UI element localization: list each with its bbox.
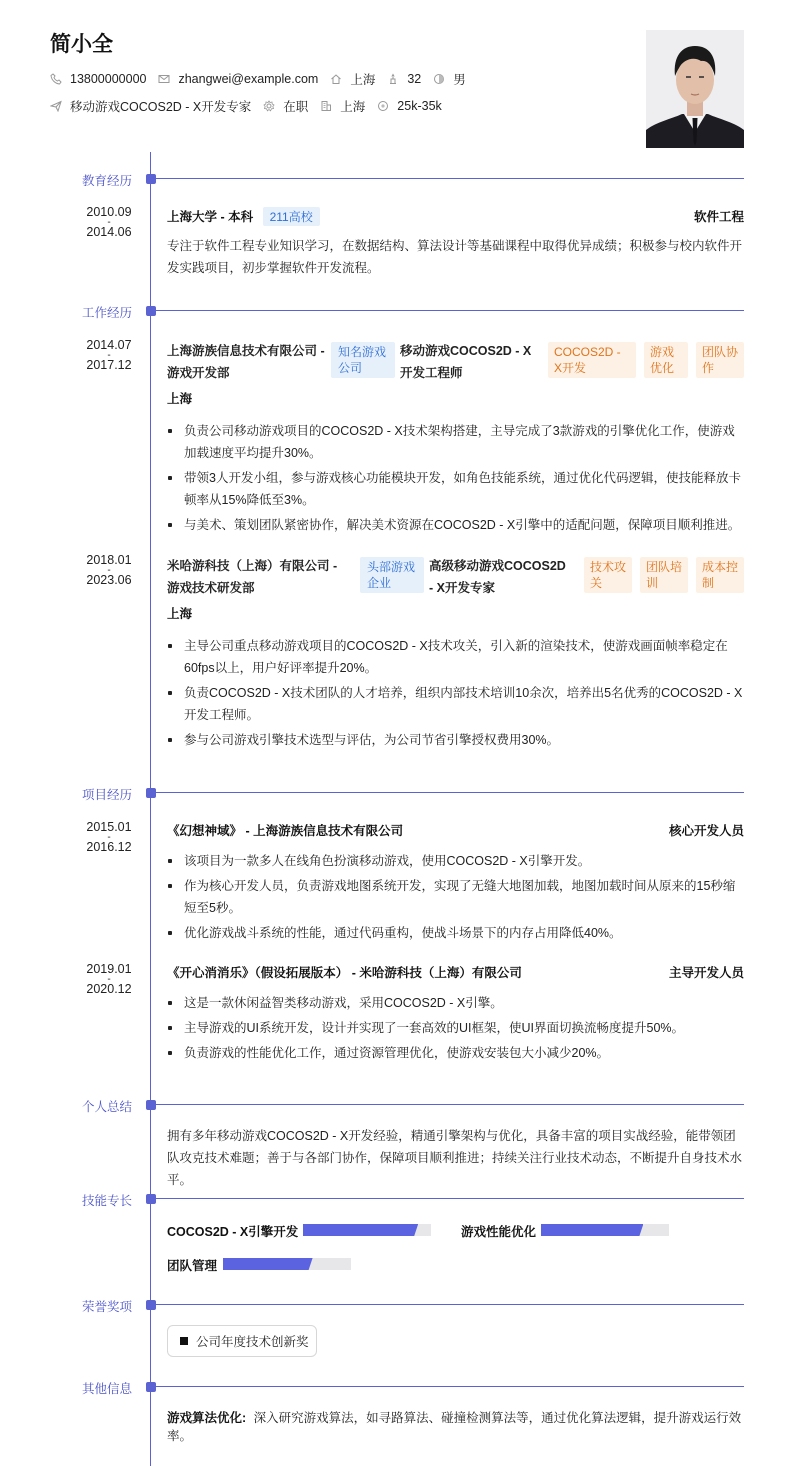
company-name: 上海游族信息技术有限公司 - 游戏开发部 <box>167 344 325 380</box>
section-marker <box>146 1300 156 1310</box>
education-entry <box>167 207 744 279</box>
date-separator: - <box>107 565 111 576</box>
status-text: 在职 <box>283 100 309 114</box>
gender-text: 男 <box>453 73 466 87</box>
work-location: 上海 <box>167 607 193 621</box>
work-date-1 <box>72 339 146 372</box>
date-end: 2014.06 <box>86 225 132 239</box>
contact-row <box>50 70 478 88</box>
project-bullets <box>167 992 744 1064</box>
project-date-2 <box>72 963 146 996</box>
work-bullets <box>167 420 744 536</box>
phone-icon <box>50 73 62 85</box>
age-info <box>387 72 421 86</box>
gear-icon <box>263 100 275 112</box>
school-name: 上海大学 - 本科 <box>167 210 254 224</box>
city-text: 上海 <box>350 73 376 87</box>
date-separator: - <box>107 217 111 228</box>
project-role: 核心开发人员 <box>668 824 744 838</box>
date-start: 2014.07 <box>86 338 132 352</box>
square-bullet-icon <box>180 1337 188 1345</box>
skill-bar-fill <box>223 1258 313 1270</box>
date-start: 2018.01 <box>86 553 132 567</box>
section-title-work: 工作经历 <box>82 306 133 320</box>
date-start: 2019.01 <box>86 962 132 976</box>
list-item: 作为核心开发人员，负责游戏地图系统开发，实现了无缝大地图加载，地图加载时间从原来的15秒缩短至5秒。 <box>167 875 744 919</box>
list-item: 负责公司移动游戏项目的COCOS2D - X技术架构搭建，主导完成了3款游戏的引擎优化工作，使游戏加载速度平均提升30%。 <box>167 420 744 464</box>
skill-tags <box>548 342 744 378</box>
award-text: 公司年度技术创新奖 <box>196 1335 309 1349</box>
skill-name: 团队管理 <box>167 1259 218 1273</box>
list-item: 该项目为一款多人在线角色扮演移动游戏，使用COCOS2D - X引擎开发。 <box>167 850 744 872</box>
age-icon <box>387 73 399 85</box>
phone-info <box>50 72 146 86</box>
project-entry-1 <box>167 821 744 947</box>
project-bullets <box>167 850 744 944</box>
company-tag: 知名游戏公司 <box>331 342 395 378</box>
section-divider <box>156 1304 744 1305</box>
education-date <box>72 206 146 239</box>
section-marker <box>146 1382 156 1392</box>
section-divider <box>156 1104 744 1105</box>
skill-tag: 技术攻关 <box>584 557 632 593</box>
project-date-1 <box>72 821 146 854</box>
education-description: 专注于软件工程专业知识学习，在数据结构、算法设计等基础课程中取得优异成绩；积极参与校内软件开发实践项目，初步掌握软件开发流程。 <box>167 239 743 275</box>
work-bullets <box>167 635 744 751</box>
job-title: 高级移动游戏COCOS2D - X开发专家 <box>429 559 566 595</box>
candidate-name: 简小全 <box>50 33 113 56</box>
section-title-skills: 技能专长 <box>82 1194 133 1208</box>
section-title-summary: 个人总结 <box>82 1100 133 1114</box>
salary-info <box>377 99 441 113</box>
city-info <box>330 70 375 88</box>
other-label: 游戏算法优化: <box>167 1411 247 1425</box>
section-divider <box>156 792 744 793</box>
skill-bar-fill <box>303 1224 418 1236</box>
list-item: 这是一款休闲益智类移动游戏，采用COCOS2D - X引擎。 <box>167 992 744 1014</box>
list-item: 带领3人开发小组，参与游戏核心功能模块开发，如角色技能系统，通过优化代码逻辑，使技能释放卡顿率从15%降低至3%。 <box>167 467 744 511</box>
phone-text: 13800000000 <box>70 72 147 86</box>
list-item: 优化游戏战斗系统的性能，通过代码重构，使战斗场景下的内存占用降低40%。 <box>167 922 744 944</box>
section-title-awards: 荣誉奖项 <box>82 1300 133 1314</box>
target-city-text: 上海 <box>340 100 366 114</box>
work-entry-1 <box>167 340 744 539</box>
list-item: 负责游戏的性能优化工作，通过资源管理优化，使游戏安装包大小减少20%。 <box>167 1042 744 1064</box>
skill-bar-fill <box>541 1224 643 1236</box>
skill-tags <box>584 557 744 593</box>
list-item: 负责COCOS2D - X技术团队的人才培养，组织内部技术培训10余次，培养出5名优秀的COCOS2D - X开发工程师。 <box>167 682 744 726</box>
date-separator: - <box>107 350 111 361</box>
skill-bar <box>541 1224 669 1236</box>
job-intent-row <box>50 97 454 115</box>
company-tag: 头部游戏企业 <box>360 557 424 593</box>
project-name: 《开心消消乐》（假设拓展版本） - 米哈游科技（上海）有限公司 <box>167 966 522 980</box>
skill-tag: 游戏优化 <box>644 342 688 378</box>
coin-icon <box>377 100 389 112</box>
avatar-portrait <box>646 30 744 148</box>
company-name: 米哈游科技（上海）有限公司 - 游戏技术研发部 <box>167 559 338 595</box>
other-text: 深入研究游戏算法，如寻路算法、碰撞检测算法等，通过优化算法逻辑，提升游戏运行效率。 <box>167 1411 742 1443</box>
other-info <box>167 1409 744 1445</box>
timeline-line <box>150 152 151 1466</box>
email-info <box>158 72 318 86</box>
list-item: 参与公司游戏引擎技术选型与评估，为公司节省引擎授权费用30%。 <box>167 729 744 751</box>
section-divider <box>156 1198 744 1199</box>
home-icon <box>330 73 342 85</box>
list-item: 主导公司重点移动游戏项目的COCOS2D - X技术攻关，引入新的渲染技术，使游戏画面帧率稳定在60fps以上，用户好评率提升20%。 <box>167 635 744 679</box>
date-end: 2016.12 <box>86 840 132 854</box>
section-marker <box>146 306 156 316</box>
section-marker <box>146 1194 156 1204</box>
target-job-info <box>50 97 251 115</box>
date-end: 2023.06 <box>86 573 132 587</box>
skill-name: COCOS2D - X引擎开发 <box>167 1225 299 1239</box>
date-start: 2015.01 <box>86 820 132 834</box>
section-title-other: 其他信息 <box>82 1382 133 1396</box>
skill-tag: COCOS2D - X开发 <box>548 342 636 378</box>
section-marker <box>146 1100 156 1110</box>
send-icon <box>50 100 62 112</box>
section-divider <box>156 1386 744 1387</box>
section-title-projects: 项目经历 <box>82 788 133 802</box>
date-start: 2010.09 <box>86 205 132 219</box>
skill-name: 游戏性能优化 <box>461 1225 537 1239</box>
skill-bar <box>223 1258 351 1270</box>
date-separator: - <box>107 974 111 985</box>
section-divider <box>156 310 744 311</box>
section-title-education: 教育经历 <box>82 174 133 188</box>
school-tag: 211高校 <box>263 207 320 226</box>
job-title: 移动游戏COCOS2D - X开发工程师 <box>400 344 532 380</box>
work-date-2 <box>72 554 146 587</box>
email-text: zhangwei@example.com <box>178 72 319 86</box>
major: 软件工程 <box>693 210 744 224</box>
salary-text: 25k-35k <box>397 99 442 113</box>
target-city-info <box>320 97 365 115</box>
mail-icon <box>158 73 170 85</box>
project-entry-2 <box>167 963 744 1067</box>
skill-bar <box>303 1224 431 1236</box>
status-info <box>263 97 308 115</box>
age-text: 32 <box>407 72 422 86</box>
section-marker <box>146 788 156 798</box>
skill-tag: 成本控制 <box>696 557 744 593</box>
target-job-text: 移动游戏COCOS2D - X开发专家 <box>70 100 252 114</box>
award-badge <box>167 1325 317 1357</box>
date-end: 2020.12 <box>86 982 132 996</box>
gender-info <box>433 70 466 88</box>
list-item: 与美术、策划团队紧密协作，解决美术资源在COCOS2D - X引擎中的适配问题，保障项目顺利推进。 <box>167 514 744 536</box>
building-icon <box>320 100 332 112</box>
project-name: 《幻想神域》 - 上海游族信息技术有限公司 <box>167 824 404 838</box>
list-item: 主导游戏的UI系统开发，设计并实现了一套高效的UI框架，使UI界面切换流畅度提升50%。 <box>167 1017 744 1039</box>
work-location: 上海 <box>167 392 193 406</box>
skill-tag: 团队培训 <box>640 557 688 593</box>
summary-text: 拥有多年移动游戏COCOS2D - X开发经验，精通引擎架构与优化，具备丰富的项目实战经验，能带领团队攻克技术难题；善于与各部门协作，保障项目顺利推进；持续关注行业技术动态，不断提升自身技术水平。 <box>167 1129 743 1187</box>
date-separator: - <box>107 832 111 843</box>
section-divider <box>156 178 744 179</box>
work-entry-2 <box>167 555 744 754</box>
resume-header <box>50 28 750 153</box>
skill-tag: 团队协作 <box>696 342 744 378</box>
project-role: 主导开发人员 <box>668 966 744 980</box>
avatar <box>646 30 744 148</box>
section-marker <box>146 174 156 184</box>
gender-icon <box>433 73 445 85</box>
date-end: 2017.12 <box>86 358 132 372</box>
